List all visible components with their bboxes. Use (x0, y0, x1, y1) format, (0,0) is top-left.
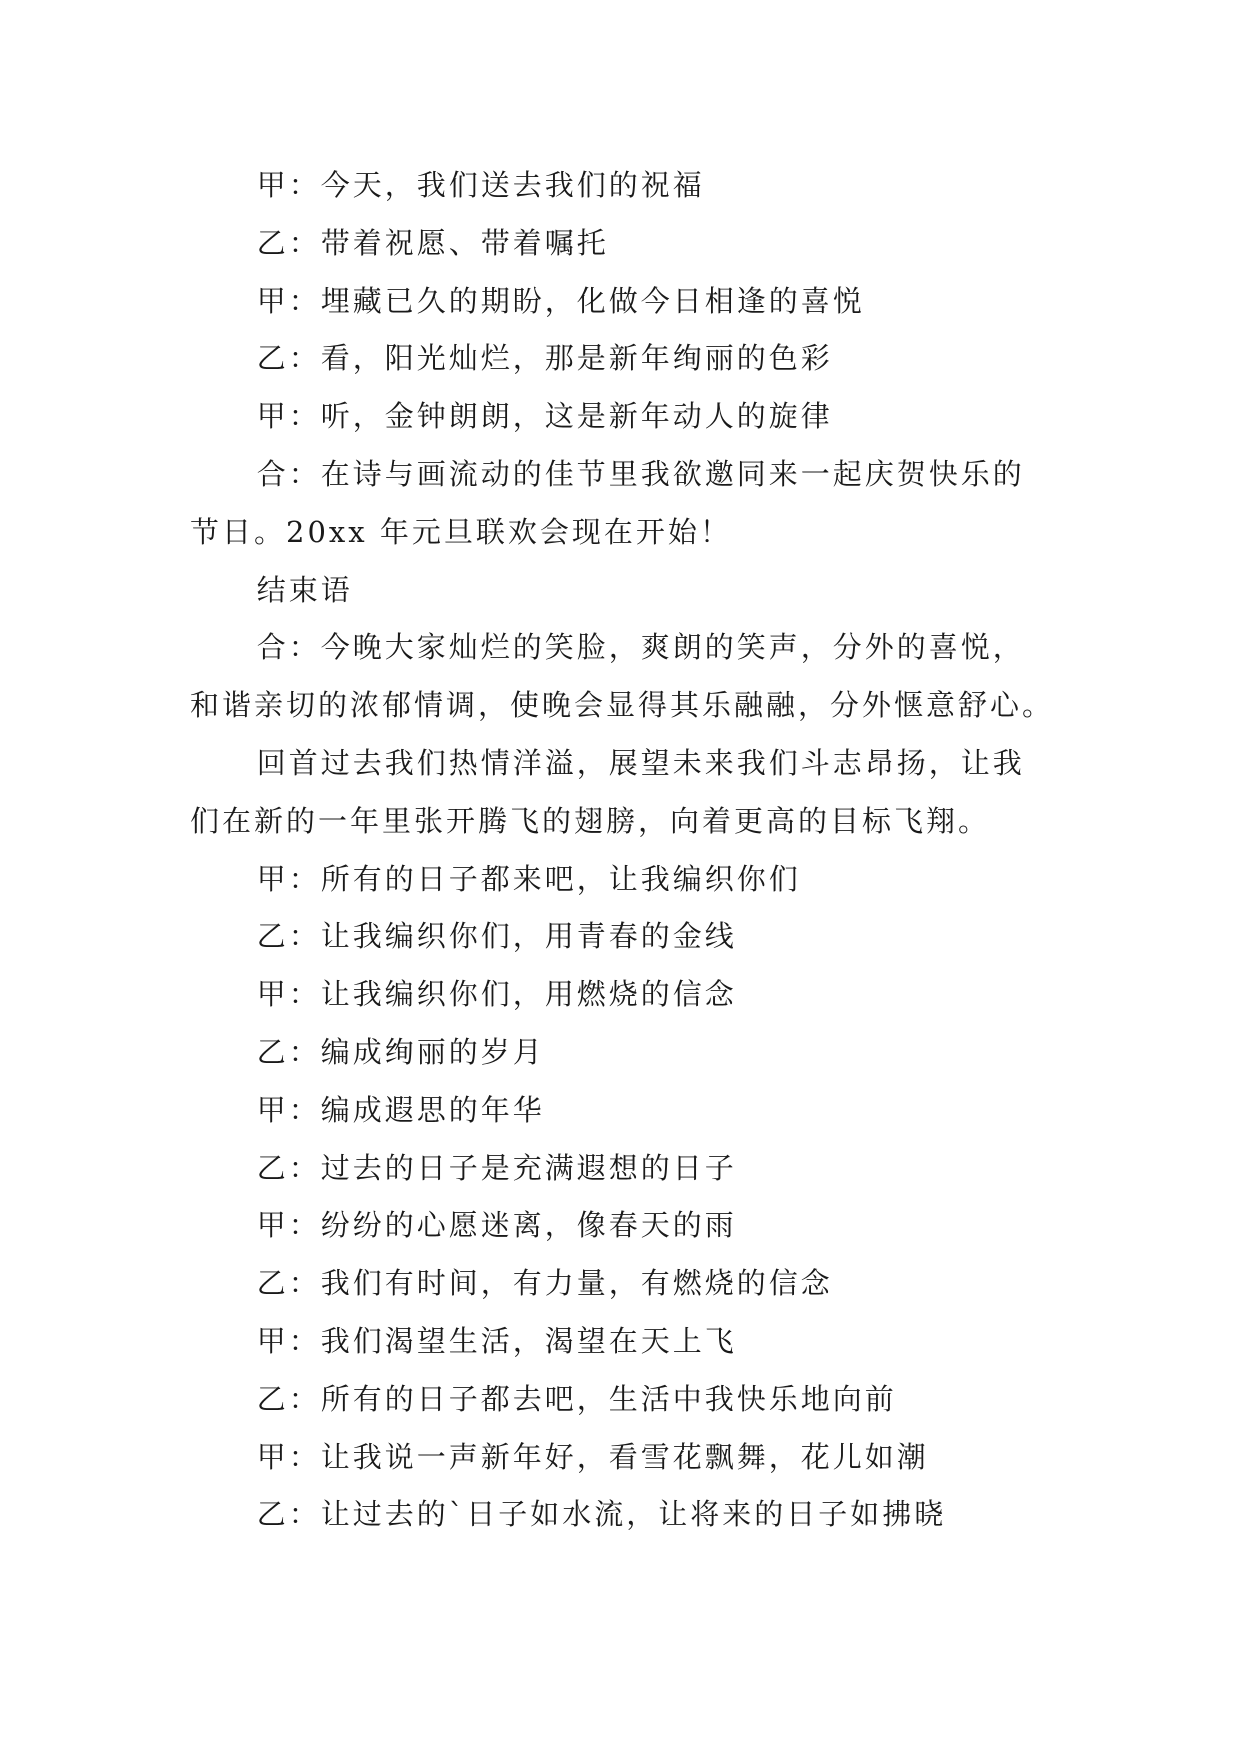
text-line: 甲：编成遐思的年华 (256, 1092, 545, 1127)
paragraph (190, 1313, 1070, 1371)
text-line: 乙：带着祝愿、带着嘱托 (256, 225, 609, 260)
text-line: 和谐亲切的浓郁情调，使晚会显得其乐融融，分外惬意舒心。 (190, 688, 1055, 723)
text-line: 甲：让我说一声新年好，看雪花飘舞，花儿如潮 (256, 1439, 929, 1474)
paragraph (190, 1140, 1070, 1198)
paragraph (190, 735, 1070, 851)
paragraph (190, 157, 1070, 215)
paragraph (190, 330, 1070, 388)
text-line: 乙：所有的日子都去吧，生活中我快乐地向前 (256, 1381, 897, 1416)
text-line: 乙：编成绚丽的岁月 (256, 1034, 545, 1069)
paragraph (190, 1255, 1070, 1313)
paragraph (190, 908, 1070, 966)
paragraph (190, 388, 1070, 446)
document-body (190, 157, 1070, 1544)
text-line: 甲：埋藏已久的期盼，化做今日相逢的喜悦 (256, 283, 865, 318)
paragraph (190, 1197, 1070, 1255)
text-line: 结束语 (256, 572, 353, 607)
paragraph (190, 966, 1070, 1024)
paragraph (190, 1082, 1070, 1140)
text-line: 节日。20xx 年元旦联欢会现在开始！ (190, 514, 732, 549)
paragraph (190, 619, 1070, 735)
paragraph (190, 1486, 1070, 1544)
paragraph (190, 215, 1070, 273)
text-line: 甲：听，金钟朗朗，这是新年动人的旋律 (256, 399, 833, 434)
paragraph (190, 1024, 1070, 1082)
section-heading (190, 562, 1070, 620)
text-line: 合：今晚大家灿烂的笑脸，爽朗的笑声，分外的喜悦， (256, 630, 1025, 665)
paragraph (190, 1429, 1070, 1487)
text-line: 甲：让我编织你们，用燃烧的信念 (256, 977, 737, 1012)
paragraph (190, 851, 1070, 909)
text-line: 乙：我们有时间，有力量，有燃烧的信念 (256, 1266, 833, 1301)
text-line: 们在新的一年里张开腾飞的翅膀，向着更高的目标飞翔。 (190, 803, 991, 838)
paragraph (190, 1371, 1070, 1429)
text-line: 甲：我们渴望生活，渴望在天上飞 (256, 1323, 737, 1358)
text-line: 甲：所有的日子都来吧，让我编织你们 (256, 861, 801, 896)
text-line: 合：在诗与画流动的佳节里我欲邀同来一起庆贺快乐的 (256, 456, 1025, 491)
text-line: 乙：看，阳光灿烂，那是新年绚丽的色彩 (256, 341, 833, 376)
text-line: 乙：让过去的`日子如水流，让将来的日子如拂晓 (256, 1497, 947, 1532)
text-line: 甲：纷纷的心愿迷离，像春天的雨 (256, 1208, 737, 1243)
text-line: 乙：过去的日子是充满遐想的日子 (256, 1150, 737, 1185)
paragraph (190, 273, 1070, 331)
text-line: 回首过去我们热情洋溢，展望未来我们斗志昂扬，让我 (256, 745, 1025, 780)
text-line: 乙：让我编织你们，用青春的金线 (256, 919, 737, 954)
text-line: 甲：今天，我们送去我们的祝福 (256, 168, 705, 202)
paragraph (190, 446, 1070, 562)
